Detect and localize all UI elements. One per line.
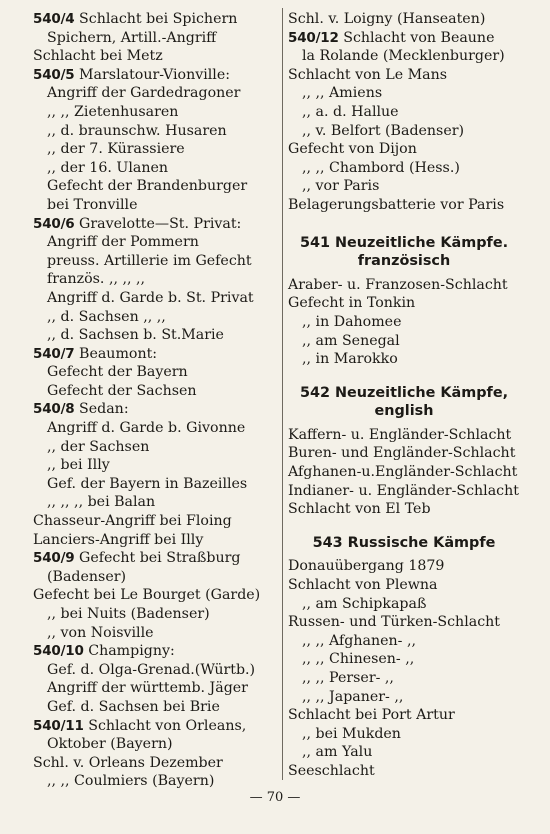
entry-text: ,, ,, Amiens	[302, 85, 383, 102]
entry-line	[33, 363, 280, 382]
entry-line	[33, 252, 280, 271]
entry-text: Gef. d. Sachsen bei Brie	[47, 698, 220, 715]
entry-line	[33, 270, 280, 289]
entry-line	[288, 632, 520, 651]
entry-text: Belagerungsbatterie vor Paris	[288, 196, 505, 213]
entry-text: ,, bei Mukden	[302, 725, 401, 742]
entry-text: Buren- und Engländer-Schlacht	[288, 445, 516, 462]
entry-number: 540/4	[33, 11, 75, 27]
entry-line	[33, 475, 280, 494]
entry-line	[288, 47, 520, 66]
entry-text: Seeschlacht	[288, 762, 375, 779]
entry-text: Gefecht von Dijon	[288, 141, 417, 158]
entry-text: ,, ,, Perser- ,,	[302, 670, 394, 686]
entry-text: ,, ,, Japaner- ,,	[302, 688, 404, 705]
entry-text: Schlacht bei Metz	[33, 48, 163, 65]
entry-line	[33, 568, 280, 587]
entry-text: ,, ,, Coulmiers (Bayern)	[47, 773, 215, 790]
section-heading-line: 543 Russische Kämpfe	[312, 534, 496, 551]
entry-text: Lanciers-Angriff bei Illy	[33, 531, 204, 548]
entry-number: 540/10	[33, 643, 84, 660]
entry-line	[288, 332, 520, 351]
column-divider	[282, 8, 283, 780]
entry-line	[33, 438, 280, 457]
entry-text: Gef. der Bayern in Bazeilles	[47, 475, 248, 492]
entry-text: Schl. v. Orleans Dezember	[33, 754, 223, 771]
entry-line	[288, 140, 520, 159]
right-column	[288, 10, 520, 781]
entry-line	[33, 456, 280, 475]
entry-text: Gefecht bei Le Bourget (Garde)	[33, 587, 261, 604]
entry-text: ,, ,, Chambord (Hess.)	[302, 159, 460, 176]
entry-line	[288, 196, 520, 215]
entry-text: Schlacht von Le Mans	[288, 66, 448, 83]
entry-text: Gravelotte—St. Privat:	[79, 215, 242, 232]
entry-text: französ. ,, ,, ,,	[47, 271, 146, 288]
entry-line	[33, 29, 280, 48]
entry-text: Oktober (Bayern)	[47, 736, 173, 753]
entry-line	[288, 725, 520, 744]
section-heading	[288, 534, 520, 553]
entry-line	[33, 289, 280, 308]
numbered-entry	[33, 642, 280, 661]
entry-text: Angriff der Gardedragoner	[47, 85, 241, 102]
entry-text: ,, bei Nuits (Badenser)	[47, 606, 210, 622]
entry-line	[288, 426, 520, 445]
numbered-entry	[33, 717, 280, 736]
entry-line	[288, 122, 520, 141]
entry-number: 540/11	[33, 717, 84, 734]
entry-text: (Badenser)	[47, 568, 127, 585]
numbered-entry	[33, 66, 280, 85]
entry-line	[288, 762, 520, 781]
entry-line	[288, 276, 520, 295]
page-number: — 70 —	[249, 790, 301, 805]
entry-line	[288, 613, 520, 632]
entry-text: ,, bei Illy	[47, 457, 110, 474]
entry-line	[33, 103, 280, 122]
entry-line	[33, 233, 280, 252]
entry-line	[288, 350, 520, 369]
entry-text: Schlacht von El Teb	[288, 501, 431, 518]
entry-text: Angriff d. Garde b. St. Privat	[47, 289, 254, 306]
entry-text: Kaffern- u. Engländer-Schlacht	[288, 426, 512, 443]
entry-text: la Rolande (Mecklenburger)	[302, 48, 505, 65]
entry-line	[288, 688, 520, 707]
section-heading-line: english	[374, 403, 434, 420]
entry-line	[33, 382, 280, 401]
entry-line	[288, 743, 520, 762]
entry-line	[33, 196, 280, 215]
entry-text: Russen- und Türken-Schlacht	[288, 614, 500, 631]
entry-line	[288, 10, 520, 29]
entry-line	[33, 308, 280, 327]
entry-text: Indianer- u. Engländer-Schlacht	[288, 482, 519, 499]
entry-text: Schlacht bei Spichern	[79, 11, 238, 27]
entry-line	[288, 444, 520, 463]
entry-line	[33, 177, 280, 196]
numbered-entry	[33, 549, 280, 568]
entry-text: ,, der Sachsen	[47, 438, 150, 455]
entry-line	[288, 159, 520, 178]
section-heading	[288, 234, 520, 271]
entry-text: ,, d. braunschw. Husaren	[47, 122, 227, 139]
entry-text: ,, in Marokko	[302, 351, 398, 368]
entry-line	[33, 84, 280, 103]
entry-text: ,, a. d. Hallue	[302, 103, 399, 120]
entry-line	[33, 159, 280, 178]
entry-line	[288, 669, 520, 688]
entry-text: ,, ,, ,, bei Balan	[47, 494, 156, 511]
entry-line	[288, 66, 520, 85]
numbered-entry	[33, 345, 280, 364]
entry-text: Marslatour-Vionville:	[79, 66, 231, 83]
entry-line	[288, 557, 520, 576]
entry-text: ,, am Schipkapaß	[302, 595, 427, 612]
entry-text: Schl. v. Loigny (Hanseaten)	[288, 11, 486, 27]
section-heading-line: französisch	[357, 253, 451, 270]
entry-line	[33, 326, 280, 345]
entry-line	[288, 103, 520, 122]
entry-line	[33, 679, 280, 698]
entry-text: Afghanen-u.Engländer-Schlacht	[288, 464, 518, 481]
entry-number: 540/12	[288, 29, 339, 46]
entry-text: Donauübergang 1879	[288, 558, 445, 575]
numbered-entry	[288, 29, 520, 48]
entry-line	[33, 605, 280, 624]
entry-text: Gef. d. Olga-Grenad.(Würtb.)	[47, 661, 256, 678]
entry-line	[33, 531, 280, 550]
entry-text: Angriff der Pommern	[47, 234, 199, 251]
entry-line	[33, 661, 280, 680]
entry-line	[33, 772, 280, 791]
entry-line	[288, 463, 520, 482]
entry-line	[33, 47, 280, 66]
entry-line	[33, 754, 280, 773]
entry-text: ,, ,, Afghanen- ,,	[302, 632, 416, 649]
numbered-entry	[33, 400, 280, 419]
entry-text: Spichern, Artill.-Angriff	[47, 29, 217, 46]
entry-text: Araber- u. Franzosen-Schlacht	[288, 276, 508, 293]
entry-text: bei Tronville	[47, 196, 138, 213]
entry-text: ,, am Senegal	[302, 332, 400, 349]
entry-line	[288, 706, 520, 725]
entry-line	[33, 419, 280, 438]
right-top-entries	[288, 10, 520, 215]
entry-text: Schlacht von Beaune	[343, 29, 495, 46]
entry-line	[288, 294, 520, 313]
left-column	[33, 10, 280, 791]
entry-line	[33, 624, 280, 643]
numbered-entry	[33, 215, 280, 234]
section-heading	[288, 384, 520, 421]
entry-text: ,, in Dahomee	[302, 313, 402, 330]
entry-line	[288, 313, 520, 332]
entry-text: Gefecht bei Straßburg	[79, 550, 241, 567]
entry-number: 540/7	[33, 345, 75, 362]
entry-text: ,, von Noisville	[47, 624, 154, 641]
entry-text: ,, d. Sachsen b. St.Marie	[47, 327, 224, 344]
entry-text: Schlacht von Orleans,	[88, 717, 247, 734]
entry-line	[288, 576, 520, 595]
entry-text: Gefecht der Sachsen	[47, 382, 197, 399]
entry-text: preuss. Artillerie im Gefecht	[47, 252, 252, 269]
entry-text: Gefecht der Brandenburger	[47, 178, 248, 195]
entry-text: Chasseur-Angriff bei Floing	[33, 513, 232, 530]
entry-number: 540/6	[33, 215, 75, 232]
entry-line	[33, 586, 280, 605]
entry-line	[33, 512, 280, 531]
entry-line	[33, 493, 280, 512]
entry-text: ,, v. Belfort (Badenser)	[302, 122, 465, 139]
entry-line	[33, 735, 280, 754]
sections	[288, 234, 520, 781]
entry-line	[33, 698, 280, 717]
entry-text: Angriff d. Garde b. Givonne	[47, 420, 246, 437]
entry-text: Angriff der württemb. Jäger	[47, 680, 248, 697]
entry-line	[288, 482, 520, 501]
entry-text: ,, ,, Zietenhusaren	[47, 103, 179, 120]
entry-text: Gefecht der Bayern	[47, 364, 188, 381]
numbered-entry	[33, 10, 280, 29]
entry-text: ,, d. Sachsen ,, ,,	[47, 308, 166, 325]
entry-text: ,, ,, Chinesen- ,,	[302, 651, 415, 668]
entry-line	[288, 500, 520, 519]
entry-number: 540/9	[33, 550, 75, 567]
entry-text: Sedan:	[79, 401, 129, 418]
entry-line	[288, 177, 520, 196]
entry-number: 540/8	[33, 401, 75, 418]
entry-number: 540/5	[33, 66, 75, 83]
entry-text: ,, der 7. Kürassiere	[47, 141, 185, 158]
section-heading-line: 542 Neuzeitliche Kämpfe,	[299, 384, 509, 401]
entry-text: Champigny:	[88, 643, 175, 660]
entry-line	[288, 650, 520, 669]
entry-line	[288, 595, 520, 614]
entry-text: Schlacht von Plewna	[288, 577, 438, 594]
entry-line	[33, 122, 280, 141]
entry-text: ,, am Yalu	[302, 744, 373, 761]
section-heading-line: 541 Neuzeitliche Kämpfe.	[299, 234, 509, 251]
entry-line	[33, 140, 280, 159]
entry-text: Gefecht in Tonkin	[288, 295, 416, 312]
entry-text: ,, vor Paris	[302, 178, 380, 195]
entry-line	[288, 84, 520, 103]
entry-text: Beaumont:	[79, 345, 158, 362]
entry-text: ,, der 16. Ulanen	[47, 159, 168, 176]
entry-text: Schlacht bei Port Artur	[288, 707, 455, 724]
